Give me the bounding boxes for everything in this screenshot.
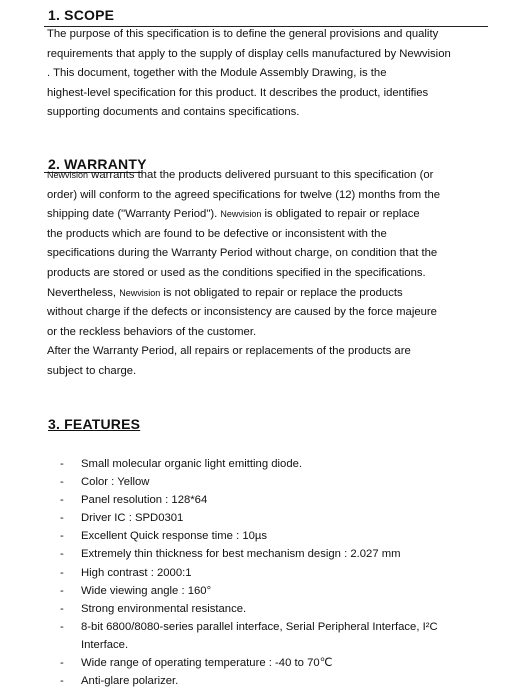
scope-line: highest-level specification for this product. It describes the product, identifies (47, 86, 429, 99)
warranty-line: order) will conform to the agreed specifications for twelve (12) months from the (47, 188, 441, 201)
features-heading: 3. FEATURES (48, 416, 141, 432)
company-name: Newvision (47, 170, 89, 180)
company-name: Newvision (220, 209, 262, 220)
scope-line: . This document, together with the Module Assembly Drawing, is the (47, 67, 387, 80)
scope-line: The purpose of this specification is to define the general provisions and quality (47, 28, 439, 40)
list-item: - Driver IC : SPD0301 (60, 512, 184, 525)
features-list (60, 455, 500, 690)
scope-paragraph (47, 25, 487, 123)
warranty-line: subject to charge. (47, 364, 137, 377)
list-item: - Wide range of operating temperature : -40 to 70℃ (60, 657, 333, 670)
list-item: - Strong environmental resistance. (60, 602, 247, 615)
warranty-line: products are stored or used as the conditions specified in the specifications. (47, 266, 426, 279)
scope-line: supporting documents and contains specifications. (47, 106, 300, 119)
list-item: - Anti-glare polarizer. (60, 675, 179, 688)
warranty-line: or the reckless behaviors of the customer. (47, 325, 257, 338)
list-item: - Wide viewing angle : 160° (60, 584, 212, 597)
scope-line: requirements that apply to the supply of display cells manufactured by Newvision (47, 47, 451, 60)
warranty-line: Nevertheless, Newvision is not obligated to repair or replace the products (47, 286, 403, 299)
warranty-paragraph (47, 166, 487, 382)
scope-heading: 1. SCOPE (48, 7, 115, 23)
company-name: Newvision (119, 287, 161, 298)
list-item: - Extremely thin thickness for best mechanism design : 2.027 mm (60, 548, 401, 561)
warranty-line: without charge if the defects or inconsistency are caused by the force majeure (47, 306, 437, 319)
warranty-line: the products which are found to be defective or inconsistent with the (47, 227, 387, 240)
warranty-line: specifications during the Warranty Period without charge, on condition that the (47, 247, 438, 260)
list-item: - 8-bit 6800/8080-series parallel interface, Serial Peripheral Interface, I²C (60, 620, 438, 633)
list-item: - Excellent Quick response time : 10µs (60, 530, 268, 543)
warranty-line: Newvision warrants that the products delivered pursuant to this specification (or (47, 169, 434, 181)
warranty-heading: 2. WARRANTY (48, 156, 147, 172)
warranty-line: After the Warranty Period, all repairs or replacements of the products are (47, 345, 411, 358)
list-item: - High contrast : 2000:1 (60, 566, 192, 579)
list-item: - Color : Yellow (60, 476, 150, 489)
list-item: - Panel resolution : 128*64 (60, 494, 208, 507)
list-item: - Small molecular organic light emitting diode. (60, 458, 303, 470)
warranty-line: shipping date ("Warranty Period"). Newvision is obligated to repair or replace (47, 208, 420, 221)
list-item-continuation: Interface. (81, 638, 129, 651)
